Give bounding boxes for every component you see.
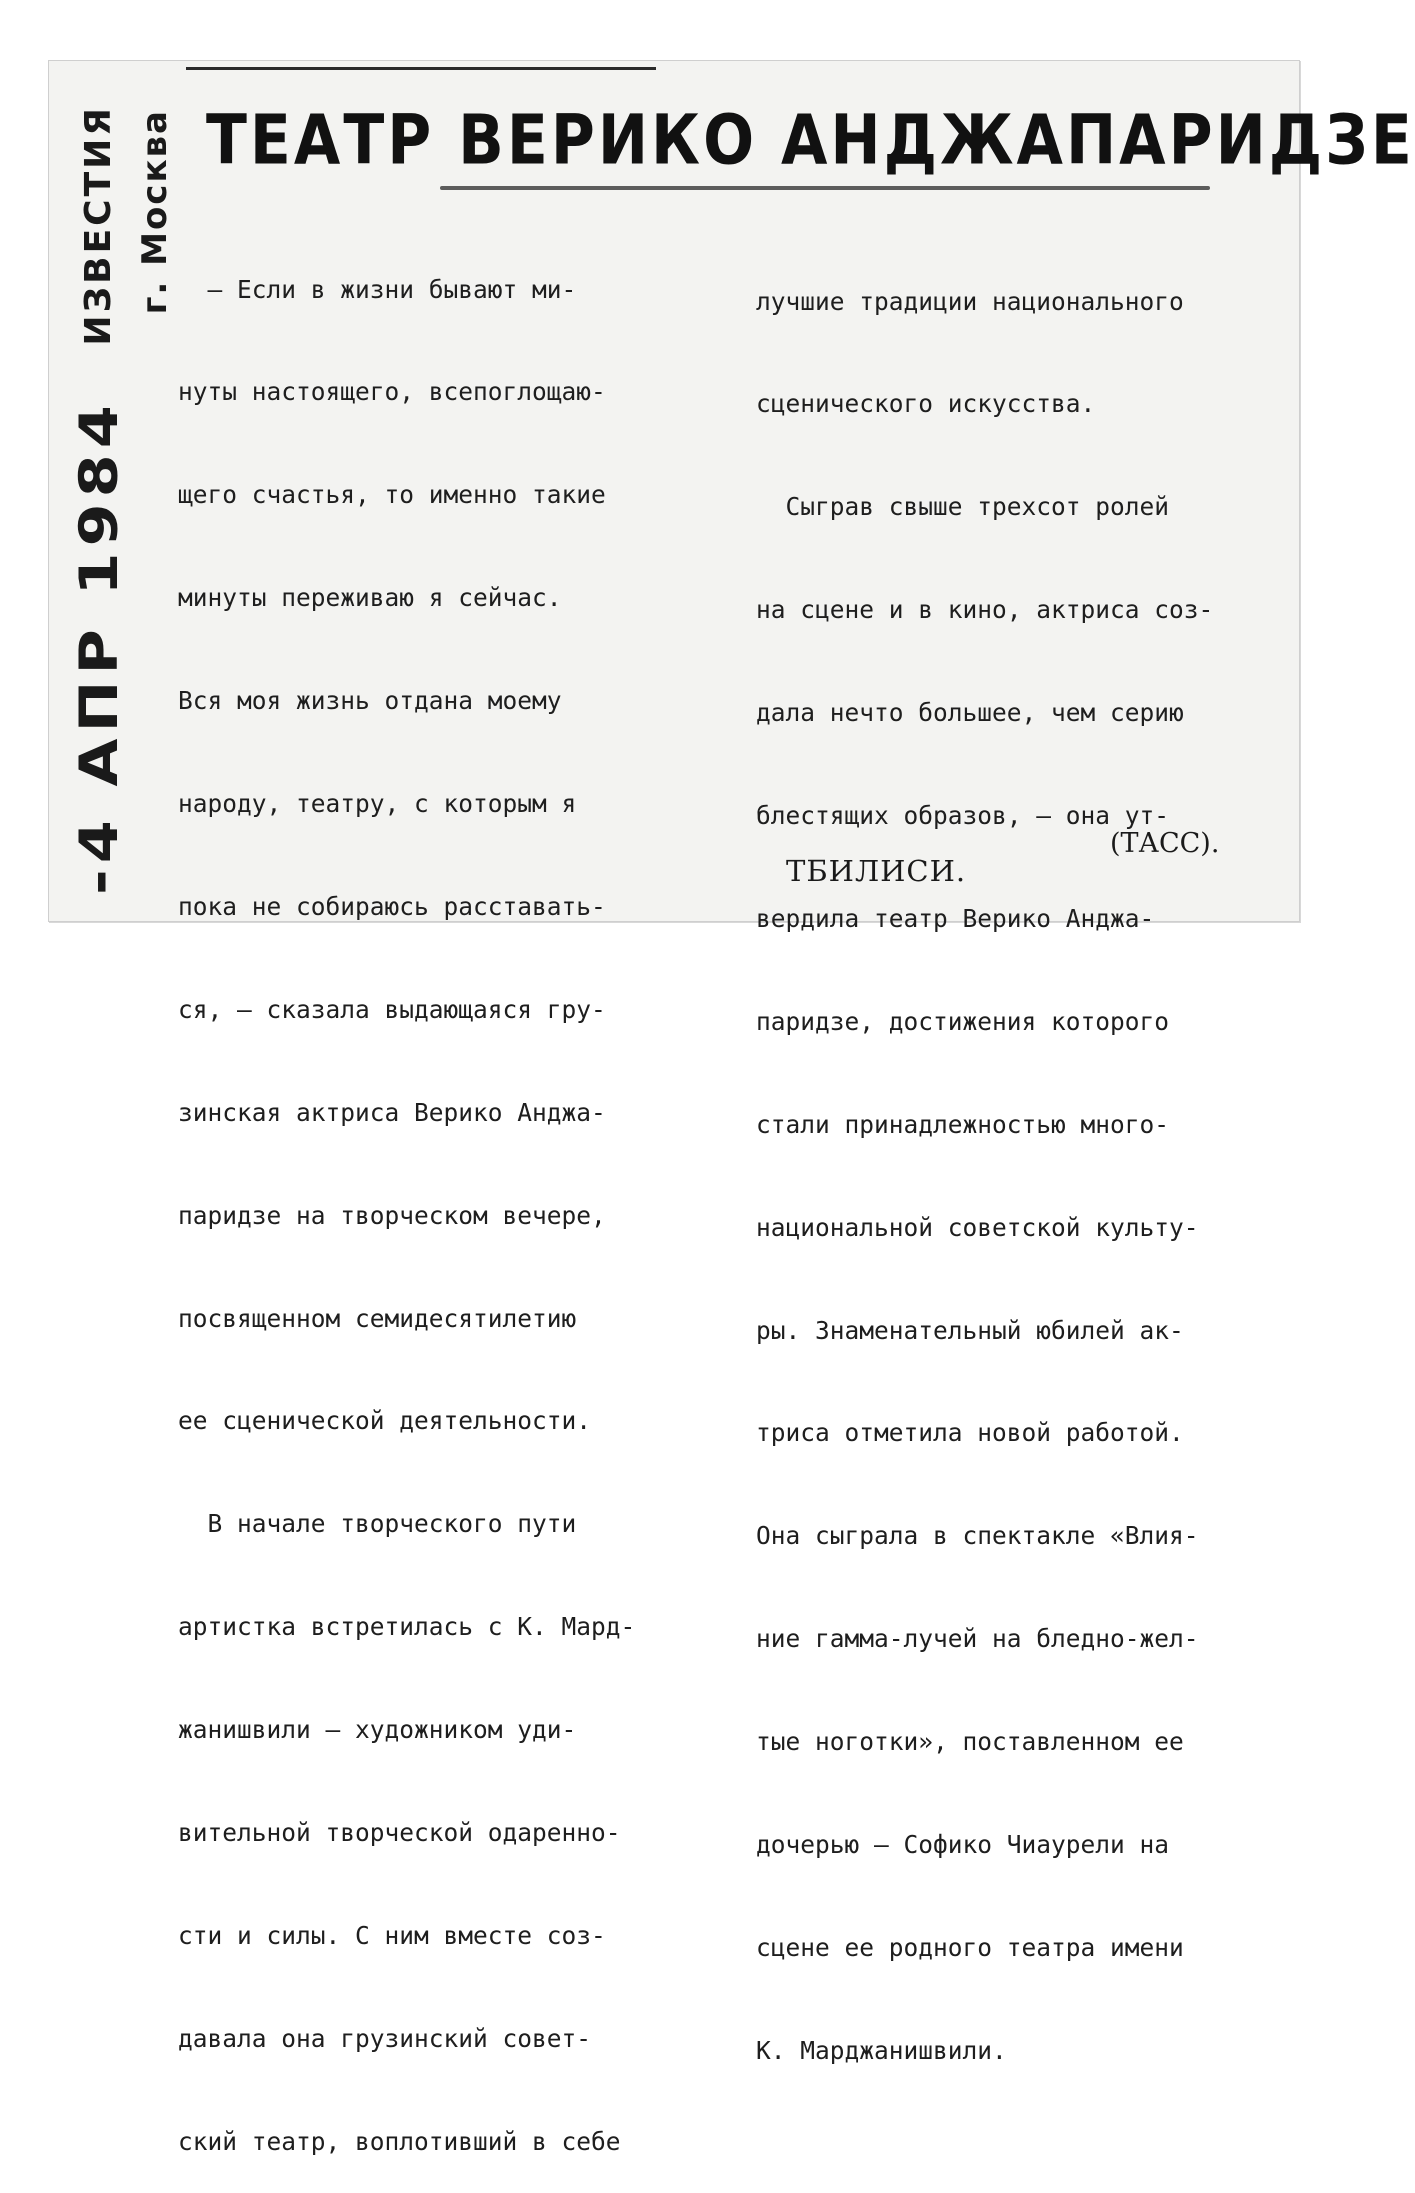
text-line: национальной советской культу- — [756, 1212, 1199, 1242]
article-right-column — [756, 216, 1286, 2102]
text-line: посвященном семидесятилетию — [178, 1303, 577, 1333]
article-headline: ТЕАТР ВЕРИКО АНДЖАПАРИДЗЕ — [206, 100, 1415, 181]
text-line: минуты переживаю я сейчас. — [178, 583, 562, 613]
text-line: дала нечто большее, чем серию — [756, 698, 1184, 728]
text-line: зинская актриса Верико Анджа- — [178, 1097, 606, 1127]
text-line: сценического искусства. — [756, 389, 1096, 419]
text-line: блестящих образов, — она ут- — [756, 801, 1170, 831]
text-line: на сцене и в кино, актриса соз- — [756, 595, 1214, 625]
text-line: ся, — сказала выдающаяся гру- — [178, 994, 606, 1024]
text-line: триса отметила новой работой. — [756, 1418, 1184, 1448]
text-line: стали принадлежностью много- — [756, 1109, 1170, 1139]
text-line: К. Марджанишвили. — [756, 2035, 1007, 2065]
agency-signoff: (ТАСС). — [1110, 828, 1220, 859]
text-line: нуты настоящего, всепоглощаю- — [178, 377, 606, 407]
text-line: сти и силы. С ним вместе соз- — [178, 1920, 606, 1950]
text-line: Вся моя жизнь отдана моему — [178, 686, 562, 716]
stamp-city: г. Москва — [134, 109, 175, 315]
text-line: давала она грузинский совет- — [178, 2023, 592, 2053]
stamp-date: -4 АПР 1984 — [66, 399, 130, 895]
text-line: тые ноготки», поставленном ее — [756, 1727, 1184, 1757]
text-line: В начале творческого пути — [178, 1509, 577, 1539]
article-left-column — [178, 204, 708, 2193]
text-line: артистка встретилась с К. Мард- — [178, 1612, 636, 1642]
text-line: Сыграв свыше трехсот ролей — [756, 492, 1170, 522]
text-line: вительной творческой одаренно- — [178, 1817, 621, 1847]
text-line: пока не собираюсь расставать- — [178, 891, 606, 921]
city-dateline: ТБИЛИСИ. — [786, 854, 967, 888]
text-line: вердила театр Верико Анджа- — [756, 903, 1155, 933]
stamp-rotated-block — [58, 105, 178, 895]
text-line: жанишвили — художником уди- — [178, 1715, 577, 1745]
text-line: лучшие традиции национального — [756, 286, 1184, 316]
text-line: ры. Знаменательный юбилей ак- — [756, 1315, 1184, 1345]
text-line: паридзе, достижения которого — [756, 1006, 1170, 1036]
text-line: паридзе на творческом вечере, — [178, 1200, 606, 1230]
stamp-newspaper: ИЗВЕСТИЯ — [77, 105, 119, 346]
text-line: ее сценической деятельности. — [178, 1406, 592, 1436]
top-rule — [186, 67, 656, 70]
headline-underline — [440, 186, 1210, 190]
text-line: ский театр, воплотивший в себе — [178, 2126, 621, 2156]
text-line: дочерью — Софико Чиаурели на — [756, 1829, 1170, 1859]
stamp-top-line — [62, 105, 135, 895]
archive-stamp — [58, 100, 178, 900]
text-line: — Если в жизни бывают ми- — [178, 274, 577, 304]
text-line: народу, театру, с которым я — [178, 789, 577, 819]
text-line: щего счастья, то именно такие — [178, 480, 606, 510]
text-line: сцене ее родного театра имени — [756, 1932, 1184, 1962]
text-line: ние гамма-лучей на бледно-жел- — [756, 1624, 1199, 1654]
text-line: Она сыграла в спектакле «Влия- — [756, 1521, 1199, 1551]
